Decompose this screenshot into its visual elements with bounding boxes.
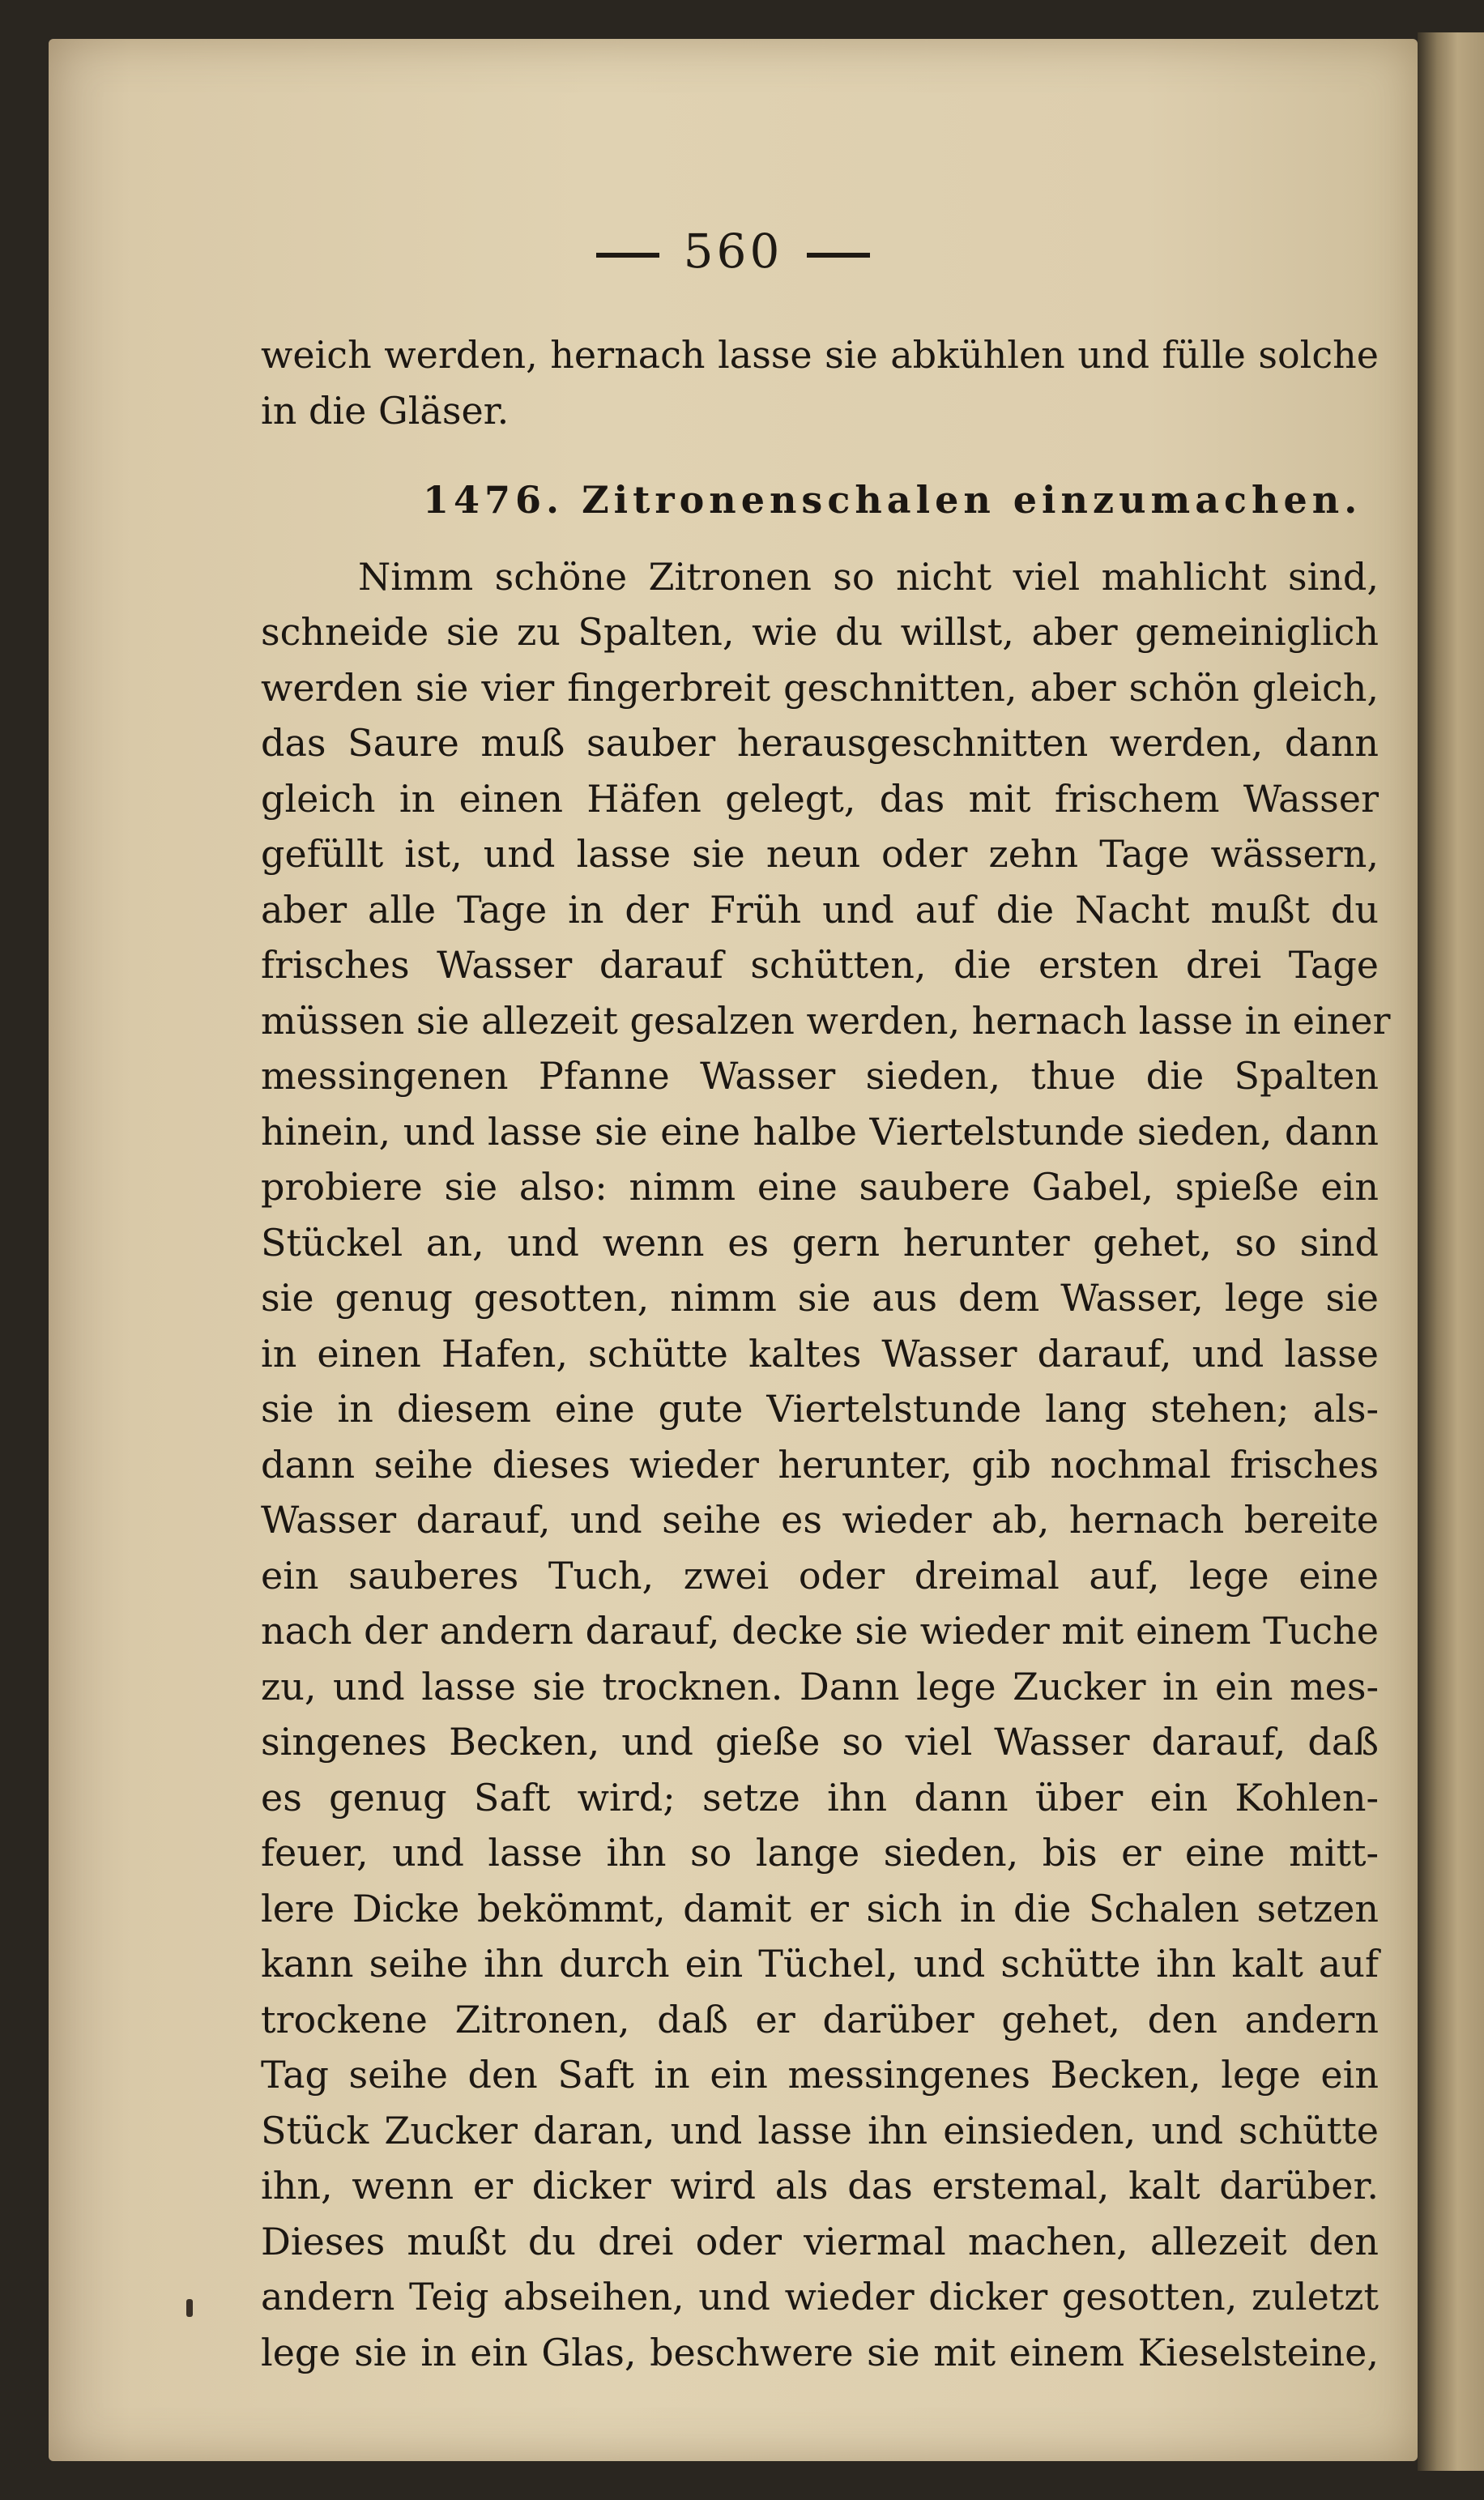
text-line: sie in diesem eine gute Viertelstunde lang stehen; als- [261,1387,1379,1431]
margin-ink-mark [186,2299,193,2317]
text-line: Nimm schöne Zitronen so nicht viel mahlicht sind, [358,554,1379,599]
text-line: trockene Zitronen, daß er darüber gehet, den andern [261,1997,1379,2041]
paper-page [49,39,1418,2461]
page-body [261,327,1391,2380]
text-line: ein sauberes Tuch, zwei oder dreimal auf, lege eine [261,1553,1379,1598]
text-line: andern Teig abseihen, und wieder dicker gesotten, zuletzt [261,2275,1379,2319]
header-dash-left [596,253,659,258]
text-line: hinein, und lasse sie eine halbe Viertelstunde sieden, dann [261,1109,1379,1154]
text-line: probiere sie also: nimm eine saubere Gabel, spieße ein [261,1165,1379,1209]
text-line: Dieses mußt du drei oder viermal machen, allezeit den [261,2219,1379,2263]
text-line: müssen sie allezeit gesalzen werden, hernach lasse in einer [261,998,1391,1043]
recipe-number: 1476. [423,478,565,522]
text-line: dann seihe dieses wieder herunter, gib nochmal frisches [261,1442,1379,1487]
text-line: lere Dicke bekömmt, damit er sich in die Schalen setzen [261,1886,1379,1930]
recipe-heading [261,472,1379,528]
text-line: gefüllt ist, und lasse sie neun oder zehn Tage wässern, [261,832,1379,876]
text-line: kann seihe ihn durch ein Tüchel, und schütte ihn kalt auf [261,1942,1379,1986]
text-line: gleich in einen Häfen gelegt, das mit frischem Wasser [261,776,1379,821]
text-line: Wasser darauf, und seihe es wieder ab, hernach bereite [261,1498,1379,1542]
header-dash-right [807,253,870,258]
text-line: zu, und lasse sie trocknen. Dann lege Zucker in ein mes- [261,1664,1379,1709]
text-line: in einen Hafen, schütte kaltes Wasser darauf, und lasse [261,1331,1379,1376]
text-line: singenes Becken, und gieße so viel Wasser darauf, daß [261,1720,1379,1764]
text-line: Stückel an, und wenn es gern herunter gehet, so sind [261,1220,1379,1265]
text-line: feuer, und lasse ihn so lange sieden, bis er eine mitt- [261,1831,1379,1875]
recipe-paragraph [261,549,1391,2381]
recipe-title: Zitronenschalen einzumachen. [582,478,1362,522]
text-line: Stück Zucker daran, und lasse ihn einsieden, und schütte [261,2108,1379,2152]
text-line: messingenen Pfanne Wasser sieden, thue die Spalten [261,1054,1379,1098]
text-line: Tag seihe den Saft in ein messingenes Becken, lege ein [261,2053,1379,2097]
text-line: aber alle Tage in der Früh und auf die Nacht mußt du [261,887,1379,932]
text-line: das Saure muß sauber herausgeschnitten werden, dann [261,721,1379,765]
text-line: schneide sie zu Spalten, wie du willst, aber gemeiniglich [261,610,1379,654]
page-header [49,224,1418,279]
text-line: frisches Wasser darauf schütten, die ersten drei Tage [261,943,1379,987]
text-line: weich werden, hernach lasse sie abkühlen und fülle solche [261,333,1379,377]
text-line: werden sie vier fingerbreit geschnitten, aber schön gleich, [261,665,1379,710]
page-number: 560 [683,224,783,279]
book-gutter-next-page-edge [1418,32,1484,2471]
text-line: es genug Saft wird; setze ihn dann über ein Kohlen- [261,1775,1379,1820]
text-line: in die Gläser. [261,388,510,433]
text-line: ihn, wenn er dicker wird als das erstemal, kalt darüber. [261,2164,1379,2208]
text-line: sie genug gesotten, nimm sie aus dem Wasser, lege sie [261,1276,1379,1320]
text-line: nach der andern darauf, decke sie wieder mit einem Tuche [261,1609,1379,1653]
text-line: lege sie in ein Glas, beschwere sie mit einem Kieselsteine, [261,2330,1379,2374]
